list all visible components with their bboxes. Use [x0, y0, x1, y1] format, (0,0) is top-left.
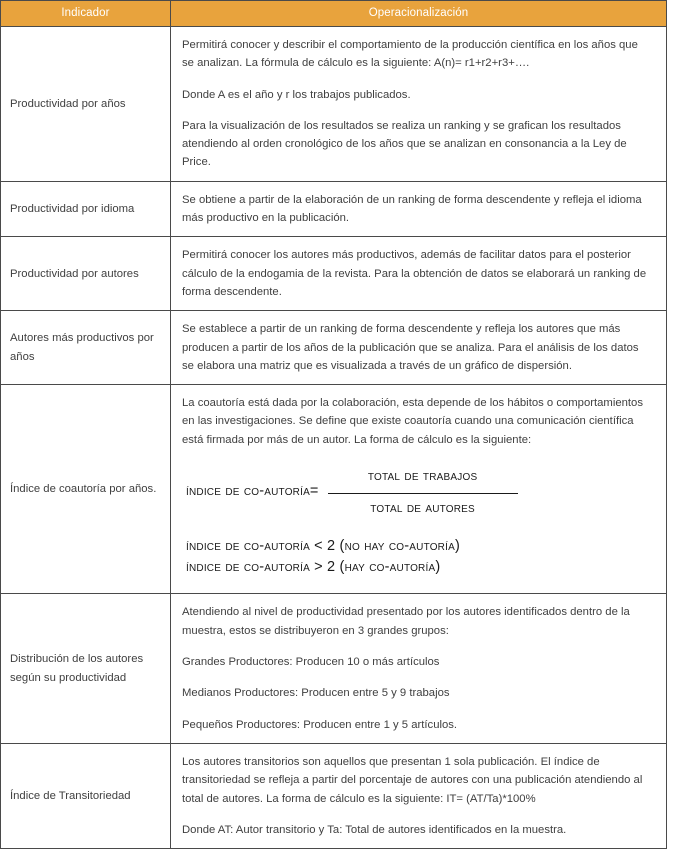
operationalization-cell: [171, 27, 667, 182]
indicator-cell: Productividad por autores: [1, 237, 171, 311]
paragraph: Pequeños Productores: Producen entre 1 y 5 artículos.: [182, 718, 458, 731]
indicator-cell: Índice de coautoría por años.: [1, 385, 171, 594]
paragraph: Donde AT: Autor transitorio y Ta: Total de autores identificados en la muestra.: [182, 823, 567, 836]
fraction-bar: [328, 493, 518, 494]
table-row: [1, 27, 667, 182]
indicator-cell: Productividad por idioma: [1, 181, 171, 237]
paragraph: Donde A es el año y r los trabajos publicados.: [182, 88, 411, 101]
paragraph: Se establece a partir de un ranking de forma descendente y refleja los autores que más producen a partir de los años de la publicación que se analiza. Para el análisis de los datos se elabora una matriz que es visualizada a través de un gráfico de dispersión.: [182, 323, 639, 372]
table-row: [1, 311, 667, 385]
table-row: [1, 237, 667, 311]
table-row: [1, 181, 667, 237]
fraction-numerator: total de trabajos: [367, 468, 478, 485]
fraction: [328, 465, 518, 521]
paragraph: Atendiendo al nivel de productividad presentado por los autores identificados dentro de la muestra, estos se distribuyeron en 3 grandes grupos:: [182, 606, 630, 637]
formula-condition: índice de co-autoría < 2 (no hay co-autoría): [186, 538, 460, 555]
operationalization-cell: [171, 237, 667, 311]
operationalization-cell: [171, 385, 667, 594]
indicator-cell: Productividad por años: [1, 27, 171, 182]
operationalization-cell: [171, 181, 667, 237]
operationalization-cell: [171, 594, 667, 743]
column-header-operacionalizacion: Operacionalización: [171, 1, 667, 27]
table-row: [1, 385, 667, 594]
formula-fraction-row: [182, 465, 652, 521]
paragraph: Para la visualización de los resultados se realiza un ranking y se grafican los resultados atendiendo al orden cronológico de los años que se analizan en consonancia a la Ley de Price.: [182, 119, 627, 169]
paragraph: Medianos Productores: Producen entre 5 y 9 trabajos: [182, 687, 450, 700]
operationalization-cell: [171, 311, 667, 385]
paragraph: Permitirá conocer y describir el comportamiento de la producción científica en los años que se analizan. La fórmula de cálculo es la siguiente: A(n)= r1+r2+r3+….: [182, 39, 638, 70]
paragraph: Permitirá conocer los autores más productivos, además de facilitar datos para el posterior cálculo de la endogamia de la revista. Para la obtención de datos se elaborará un ranking de forma descendente.: [182, 249, 647, 298]
formula-conditions: [182, 536, 652, 578]
paragraph: La coautoría está dada por la colaboración, esta depende de los hábitos o comportamientos en las investigaciones. Se define que existe coautoría cuando una comunicación científica está firmada por más de un autor. La forma de cálculo es la siguiente:: [182, 397, 643, 446]
indicator-cell: Distribución de los autores según su productividad: [1, 594, 171, 743]
column-header-indicador: Indicador: [1, 1, 171, 27]
indicator-cell: Autores más productivos por años: [1, 311, 171, 385]
table-body: [1, 27, 667, 849]
paragraph: Grandes Productores: Producen 10 o más artículos: [182, 656, 440, 669]
paragraph: Los autores transitorios son aquellos que presentan 1 sola publicación. El índice de transitoriedad se refleja a partir del porcentaje de autores con una publicación atendiendo al total de autores. La forma de cálculo es la siguiente: IT= (AT/Ta)*100%: [182, 755, 643, 805]
fraction-denominator: total de autores: [370, 499, 475, 516]
coauthorship-formula: [182, 465, 652, 578]
indicator-cell: Índice de Transitoriedad: [1, 743, 171, 848]
table-row: [1, 743, 667, 848]
formula-condition: índice de co-autoría > 2 (hay co-autoría): [186, 559, 441, 576]
formula-left-hand-side: índice de co-autoría=: [186, 483, 319, 500]
paragraph: Se obtiene a partir de la elaboración de un ranking de forma descendente y refleja el idioma más productivo en la publicación.: [182, 193, 642, 225]
header-row: [1, 1, 667, 27]
table-header: [1, 1, 667, 27]
table-row: [1, 594, 667, 743]
operationalization-cell: [171, 743, 667, 848]
